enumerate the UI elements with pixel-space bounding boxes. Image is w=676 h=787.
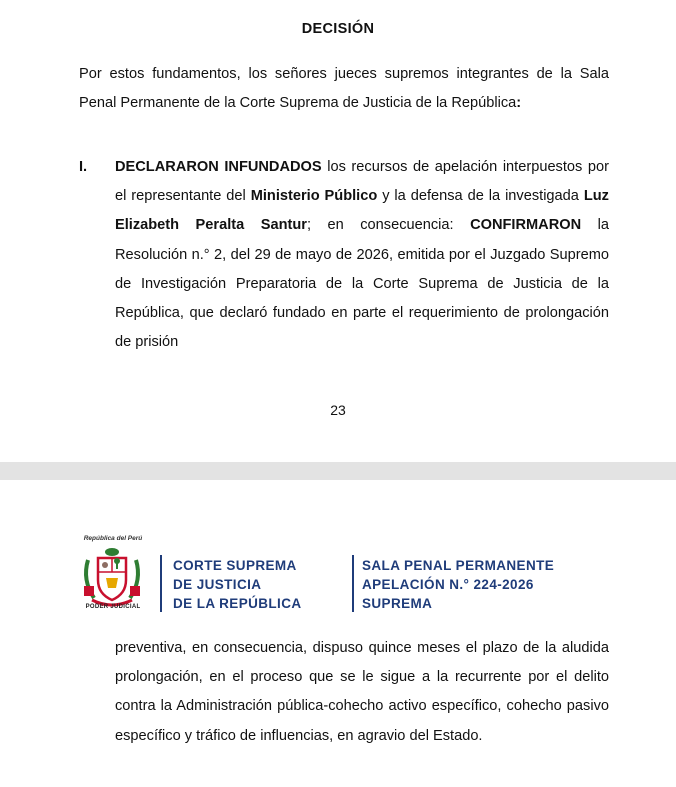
- decision-heading: DECISIÓN: [301, 21, 375, 37]
- item-number: I.: [79, 159, 88, 175]
- page-separator: [0, 462, 676, 480]
- item-segment: la Resolución n.° 2, del 29 de mayo de 2026, emitida por el Juzgado Supremo de Investigación Preparatoria de la Corte Suprema de Justicia de la República, que declaró fundado en parte el requerimiento de prolongación de prisión: [115, 217, 609, 351]
- court-name-block: [173, 556, 302, 613]
- header-divider: [160, 555, 162, 612]
- seal-top-text: República del Perú: [83, 535, 143, 542]
- seal-bottom-text: PODER JUDICIAL: [85, 604, 141, 610]
- item-segment: ; en consecuencia:: [306, 217, 471, 234]
- page-number: 23: [330, 402, 346, 418]
- coat-of-arms-icon: [78, 540, 146, 614]
- court-line: DE LA REPÚBLICA: [173, 596, 302, 611]
- continuation-paragraph: preventiva, en consecuencia, dispuso quince meses el plazo de la aludida prolongación, en el proceso que se le sigue a la recurrente por el delito contra la Administración pública-cohecho activo específico, cohecho pasivo específico y tráfico de influencias, en agravio del Estado.: [115, 640, 609, 744]
- intro-paragraph: [79, 60, 609, 118]
- case-info-block: [362, 556, 554, 613]
- item-segment: y la defensa de la investigada: [377, 188, 584, 205]
- sala-line: SALA PENAL PERMANENTE: [362, 558, 555, 573]
- item-segment: Ministerio Público: [250, 188, 378, 205]
- header-divider: [352, 555, 354, 612]
- item-segment: los recursos de apelación interpuestos por el representante del: [115, 159, 609, 205]
- intro-text: Por estos fundamentos, los señores jueces supremos integrantes de la Sala Penal Permanente de la Corte Suprema de Justicia de la República: [79, 66, 609, 112]
- item-segment: Luz Elizabeth Peralta Santur: [115, 188, 609, 234]
- decision-item-paragraph: [115, 153, 609, 357]
- case-number: APELACIÓN N.° 224-2026: [362, 577, 534, 592]
- sala-line: SUPREMA: [362, 596, 433, 611]
- item-segment: CONFIRMARON: [470, 217, 582, 234]
- court-line: CORTE SUPREMA: [173, 558, 297, 573]
- intro-colon: :: [516, 95, 522, 112]
- court-line: DE JUSTICIA: [173, 577, 262, 592]
- item-segment: DECLARARON INFUNDADOS: [115, 159, 322, 175]
